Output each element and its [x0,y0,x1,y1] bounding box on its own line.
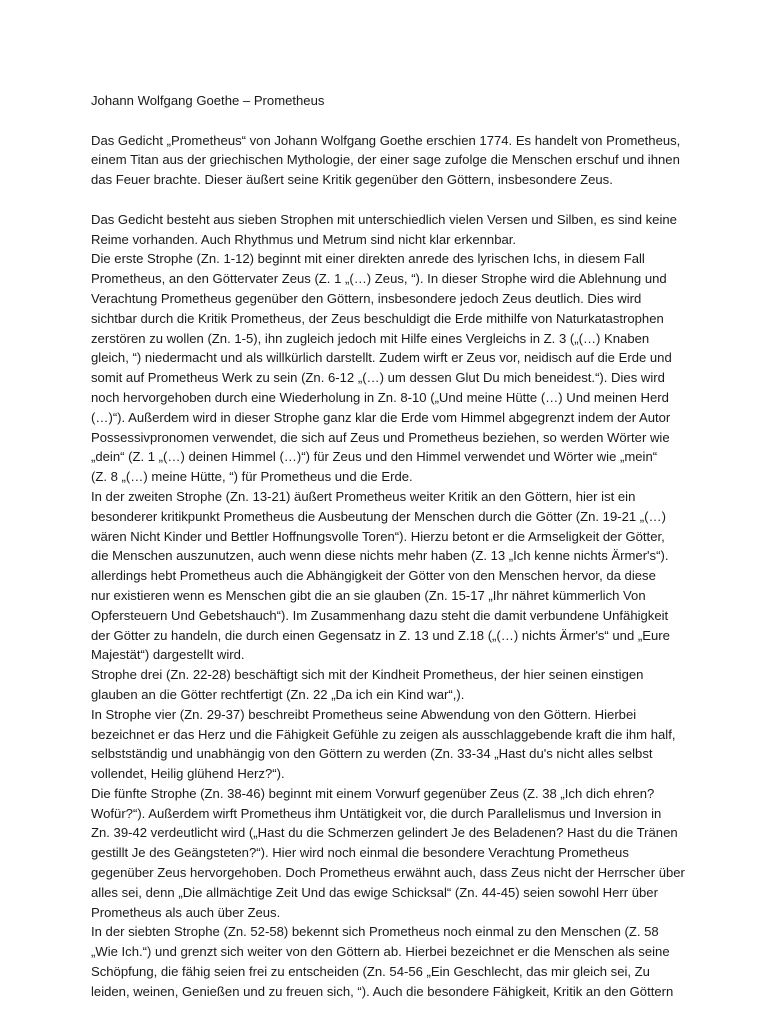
intro-line: Das Gedicht „Prometheus“ von Johann Wolfgang Goethe erschien 1774. Es handelt von Prometheus, [91,132,681,148]
text-line: die Menschen auszunutzen, auch wenn diese nichts mehr haben (Z. 13 „Ich kenne nichts Ärmer's“). [91,548,669,564]
text-line: Das Gedicht besteht aus sieben Strophen mit unterschiedlich vielen Versen und Silben, es sind keine [91,211,677,227]
text-line: „dein“ (Z. 1 „(…) deinen Himmel (…)“) für Zeus und den Himmel verwendet und Wörter wie „mein“ [91,449,658,465]
text-line: Schöpfung, die fähig seien frei zu entscheiden (Zn. 54-56 „Ein Geschlecht, das mir gleich sei, Zu [91,964,650,980]
text-line: Verachtung Prometheus gegenüber den Göttern, insbesondere jedoch Zeus deutlich. Dies wird [91,290,642,306]
intro-line: einem Titan aus der griechischen Mythologie, der einer sage zufolge die Menschen erschuf und ihnen [91,152,680,168]
text-line: vollendet, Heilig glühend Herz?“). [91,766,285,782]
blank-line [91,111,691,131]
text-line: noch hervorgehoben durch eine Wiederholung in Zn. 8-10 („Und meine Hütte (…) Und meinen Herd [91,389,669,405]
text-line: „Wie Ich.“) und grenzt sich weiter von den Göttern ab. Hierbei bezeichnet er die Menschen als seine [91,944,670,960]
text-line: bezeichnet er das Herz und die Fähigkeit Gefühle zu zeigen als ausschlaggebende kraft die ihm half, [91,726,676,742]
intro-paragraph [91,131,691,190]
text-line: sichtbar durch die Kritik Prometheus, der Zeus beschuldigt die Erde mithilfe von Naturkatastrophen [91,310,664,326]
text-line: glauben an die Götter rechtfertigt (Zn. 22 „Da ich ein Kind war“,). [91,686,465,702]
text-line: der Götter zu handeln, die durch einen Gegensatz in Z. 13 und Z.18 („(…) nichts Ärmer's“ und „Eure [91,627,670,643]
text-line: zerstören zu wollen (Zn. 1-5), ihn zugleich jedoch mit Hilfe eines Vergleichs in Z. 3 („(…) Knaben [91,330,650,346]
text-line: nur existieren wenn es Menschen gibt die an sie glauben (Zn. 15-17 „Ihr nähret kümmerlich Von [91,587,646,603]
text-line: gegenüber Zeus hervorgehoben. Doch Prometheus erwähnt auch, dass Zeus nicht der Herrscher über [91,865,685,881]
text-line: wären Nicht Kinder und Bettler Hoffnungsvolle Toren“). Hierzu betont er die Armseligkeit der Götter, [91,528,665,544]
text-line: allerdings hebt Prometheus auch die Abhängigkeit der Götter von den Menschen hervor, da diese [91,568,656,584]
text-line: Prometheus als auch über Zeus. [91,904,281,920]
text-line: In der siebten Strophe (Zn. 52-58) bekennt sich Prometheus noch einmal zu den Menschen (Z. 58 [91,924,659,940]
text-line: Opfersteuern Und Gebetshauch“). Im Zusammenhang dazu steht die damit verbundene Unfähigkeit [91,607,669,623]
text-line: Reime vorhanden. Auch Rhythmus und Metrum sind nicht klar erkennbar. [91,231,517,247]
document-title: Johann Wolfgang Goethe – Prometheus [91,93,325,108]
text-line: In Strophe vier (Zn. 29-37) beschreibt Prometheus seine Abwendung von den Göttern. Hierbei [91,706,637,722]
text-line: Strophe drei (Zn. 22-28) beschäftigt sich mit der Kindheit Prometheus, der hier seinen einstigen [91,667,644,683]
text-line: Die fünfte Strophe (Zn. 38-46) beginnt mit einem Vorwurf gegenüber Zeus (Z. 38 „Ich dich ehren? [91,785,655,801]
text-line: somit auf Prometheus Werk zu sein (Zn. 6-12 „(…) um dessen Glut Du mich beneidest.“). Dies wird [91,370,665,386]
body-text [91,210,691,1002]
text-line: In der zweiten Strophe (Zn. 13-21) äußert Prometheus weiter Kritik an den Göttern, hier ist ein [91,488,636,504]
text-line: gestillt Je des Geängsteten?“). Hier wird noch einmal die besondere Verachtung Prometheus [91,845,629,861]
text-line: (…)“). Außerdem wird in dieser Strophe ganz klar die Erde vom Himmel abgegrenzt indem der Autor [91,409,671,425]
text-line: leiden, weinen, Genießen und zu freuen sich, “). Auch die besondere Fähigkeit, Kritik an den Göttern [91,983,674,999]
text-line: Majestät“) dargestellt wird. [91,647,245,663]
text-line: gleich, “) niedermacht und als willkürlich darstellt. Zudem wirft er Zeus vor, neidisch auf die Erde und [91,350,672,366]
text-line: Possessivpronomen verwendet, die sich auf Zeus und Prometheus beziehen, so werden Wörter wie [91,429,670,445]
text-line: Zn. 39-42 verdeutlicht wird („Hast du die Schmerzen gelindert Je des Beladenen? Hast du die Tränen [91,825,678,841]
text-line: (Z. 8 „(…) meine Hütte, “) für Prometheus und die Erde. [91,469,413,485]
blank-line [91,190,691,210]
text-line: besonderer kritikpunkt Prometheus die Ausbeutung der Menschen durch die Götter (Zn. 19-21 „(…) [91,508,666,524]
document-page [91,91,691,1002]
intro-line: das Feuer brachte. Dieser äußert seine Kritik gegenüber den Göttern, insbesondere Zeus. [91,172,613,188]
text-line: Die erste Strophe (Zn. 1-12) beginnt mit einer direkten anrede des lyrischen Ichs, in diesem Fall [91,251,645,267]
text-line: selbstständig und unabhängig von den Göttern zu werden (Zn. 33-34 „Hast du's nicht alles selbst [91,746,653,762]
text-line: Prometheus, an den Göttervater Zeus (Z. 1 „(…) Zeus, “). In dieser Strophe wird die Ablehnung und [91,271,667,287]
text-line: Wofür?“). Außerdem wirft Prometheus ihm Untätigkeit vor, die durch Parallelismus und Inversion in [91,805,662,821]
text-line: alles sei, denn „Die allmächtige Zeit Und das ewige Schicksal“ (Zn. 44-45) seien sowohl Herr über [91,884,658,900]
